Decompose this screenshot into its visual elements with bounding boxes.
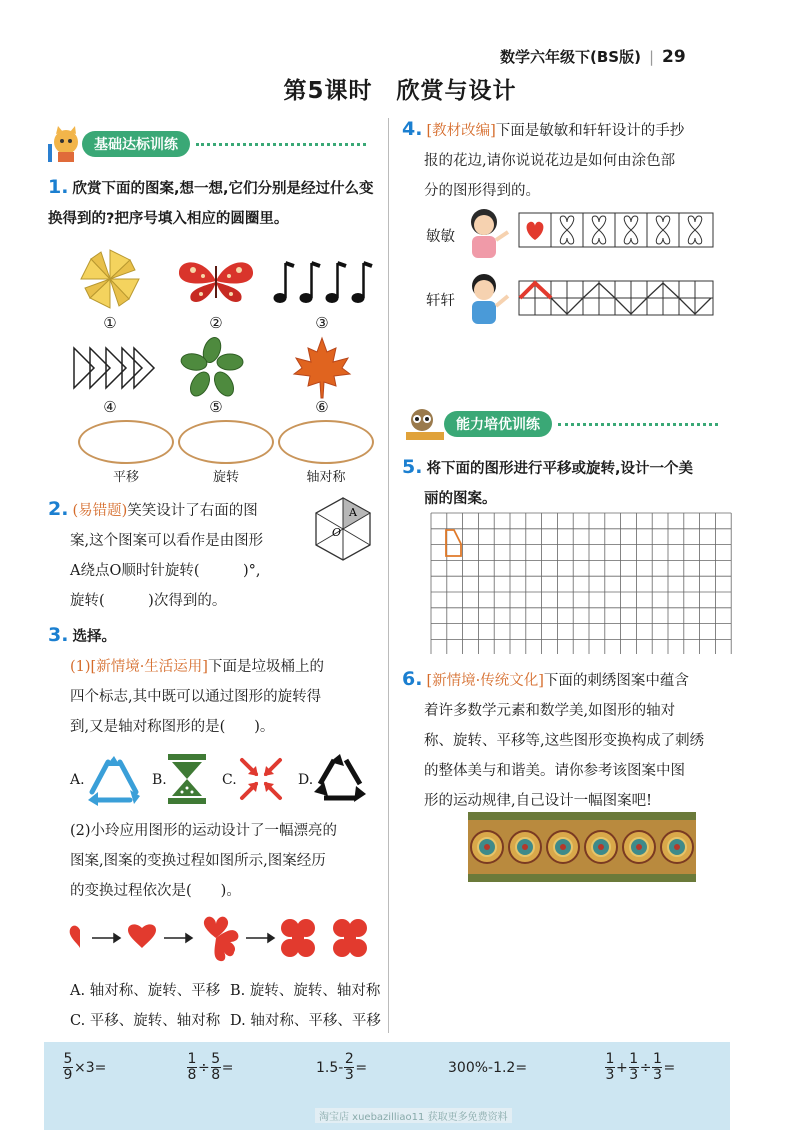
q6-line4: 的整体美与和谐美。请你参考该图案中图 [424,763,685,779]
answer-oval-symmetry[interactable] [278,420,374,464]
q3-number: 3. [48,624,69,646]
q6-line5: 形的运动规律,自己设计一幅图案吧! [424,793,652,809]
basic-section-title: 基础达标训练 [82,131,190,157]
embroidery-pattern [468,812,696,882]
point-a-label: A [349,506,357,519]
option-b-label: B. [152,772,167,788]
q3-part2-option-d[interactable]: D. 轴对称、平移、平移 [230,1013,381,1029]
figure-label-6: ⑥ [315,398,329,416]
figure-label-1: ① [103,314,117,332]
triangles-figure [72,346,156,390]
calc-expression-3: 1.5- $\frac{2}{3}$ = [316,1051,368,1083]
q3-part2-line3: 的变换过程依次是( )。 [70,883,241,899]
q1-text [48,172,383,234]
half-heart-shape [70,926,80,948]
owl-mascot-icon [402,406,448,442]
cat-mascot-icon [44,124,86,164]
minmin-border-strip [518,212,714,248]
q6-tag: [新情境·传统文化] [426,673,544,689]
category-translate: 平移 [112,470,139,485]
page-header: 数学六年级下(BS版) | 29 [500,47,686,67]
xuanxuan-border-strip [518,280,714,316]
answer-oval-translate[interactable] [78,420,174,464]
q3-part2-text [70,816,385,906]
q3-part2-line1: (2)小玲应用图形的运动设计了一幅漂亮的 [70,823,338,839]
butterfly-figure [175,256,257,306]
recycle-triangle-black-icon [312,752,368,806]
figure-label-4: ④ [103,398,117,416]
heart-transformation-sequence [66,912,376,968]
option-c-label: C. [222,772,237,788]
hourglass-green-icon [166,752,208,806]
calc-expression-1: $\frac{5}{9}$ ×3= [63,1051,107,1083]
banner-dots [196,143,366,146]
girl-avatar [462,204,512,260]
watermark-text: 淘宝店 xuebazilliao11 获取更多免费资料 [315,1108,512,1123]
name-xuanxuan: 轩轩 [426,293,455,309]
q3-part2-option-c[interactable]: C. 平移、旋转、轴对称 [70,1013,221,1029]
category-rotate: 旋转 [212,470,239,485]
name-minmin: 敏敏 [426,229,455,245]
seed-shape [446,530,461,556]
q3-part2-option-b[interactable]: B. 旋转、旋转、轴对称 [230,983,381,999]
q1-prompt: 欣赏下面的图案,想一想,它们分别是经过什么变换得到的?把序号填入相应的圆圈里。 [48,181,374,227]
boy-avatar [462,268,512,326]
q3-part1-line2: 四个标志,其中既可以通过图形的旋转得 [70,689,322,705]
q6-line2: 着许多数学元素和数学美,如图形的轴对 [424,703,676,719]
q6-text [402,664,742,816]
q3-part1-tag: (1)[新情境·生活运用] [70,659,208,675]
column-divider [388,118,389,1033]
music-notes-figure [270,258,374,306]
q4-line1: 下面是敏敏和轩轩设计的手抄 [495,123,685,139]
q4-number: 4. [402,118,423,140]
option-a-label: A. [70,772,85,788]
three-heart-flower [204,917,238,964]
q5-number: 5. [402,456,423,478]
four-heart-flower-2 [333,919,367,957]
figure-label-3: ③ [315,314,329,332]
q3-prompt: 选择。 [72,629,116,645]
q3-part1-line3: 到,又是轴对称图形的是( )。 [70,719,275,735]
q4-text [402,114,740,206]
calc-expression-4: 300%-1.2= [448,1060,528,1076]
leaves-figure [180,336,244,400]
basic-section-banner [44,130,366,158]
q6-line3: 称、旋转、平移等,这些图形变换构成了刺绣 [424,733,705,749]
q3-text [48,620,383,742]
q2-line2: 案,这个图案可以看作是由图形 [70,533,264,549]
option-d-label: D. [298,772,314,788]
q5-line2: 丽的图案。 [424,491,497,507]
q6-number: 6. [402,668,423,690]
advanced-section-banner [402,410,718,438]
q3-part1-line1: 下面是垃圾桶上的 [207,659,324,675]
heart-shape [128,924,156,948]
q3-part2-option-a[interactable]: A. 轴对称、旋转、平移 [70,983,221,999]
maple-leaf-figure [290,336,354,400]
q2-tag: (易错题) [72,503,128,519]
advanced-section-title: 能力培优训练 [444,411,552,437]
cross-arrows-red-icon [236,754,286,804]
calc-expression-2: $\frac{1}{8}$ ÷ $\frac{5}{8}$ = [187,1051,234,1083]
q2-number: 2. [48,498,69,520]
q1-number: 1. [48,176,69,198]
point-o-label: O [332,526,342,539]
q2-line1: 笑笑设计了右面的图 [127,503,258,519]
subject-label: 数学六年级下(BS版) [500,48,641,66]
q4-line2: 报的花边,请你说说花边是如何由涂色部 [424,153,676,169]
q2-line3: A绕点O顺时针旋转( )°, [70,563,261,579]
design-grid[interactable] [430,512,734,654]
q2-line4: 旋转( )次得到的。 [70,593,227,609]
pinwheel-figure [75,248,145,310]
q4-tag: [教材改编] [426,123,496,139]
page-number: 29 [662,47,686,67]
hexagon-rotation-figure [312,496,374,562]
q3-part2-line2: 图案,图案的变换过程如图所示,图案经历 [70,853,326,869]
category-symmetry: 轴对称 [306,470,346,485]
q5-line1: 将下面的图形进行平移或旋转,设计一个美 [426,461,693,477]
figure-label-5: ⑤ [209,398,223,416]
lesson-title: 第5课时 欣赏与设计 [283,78,517,104]
figure-label-2: ② [209,314,223,332]
four-heart-flower-1 [281,919,315,957]
q2-text [48,494,318,616]
q4-line3: 分的图形得到的。 [424,183,540,199]
q6-line1: 下面的刺绣图案中蕴含 [543,673,689,689]
answer-oval-rotate[interactable] [178,420,274,464]
recycle-triangle-blue-icon [84,754,144,806]
calc-expression-5: $\frac{1}{3}$ + $\frac{1}{3}$ ÷ $\frac{1}{3}$ = [605,1051,676,1083]
q5-text [402,452,740,514]
banner-dots [558,423,718,426]
